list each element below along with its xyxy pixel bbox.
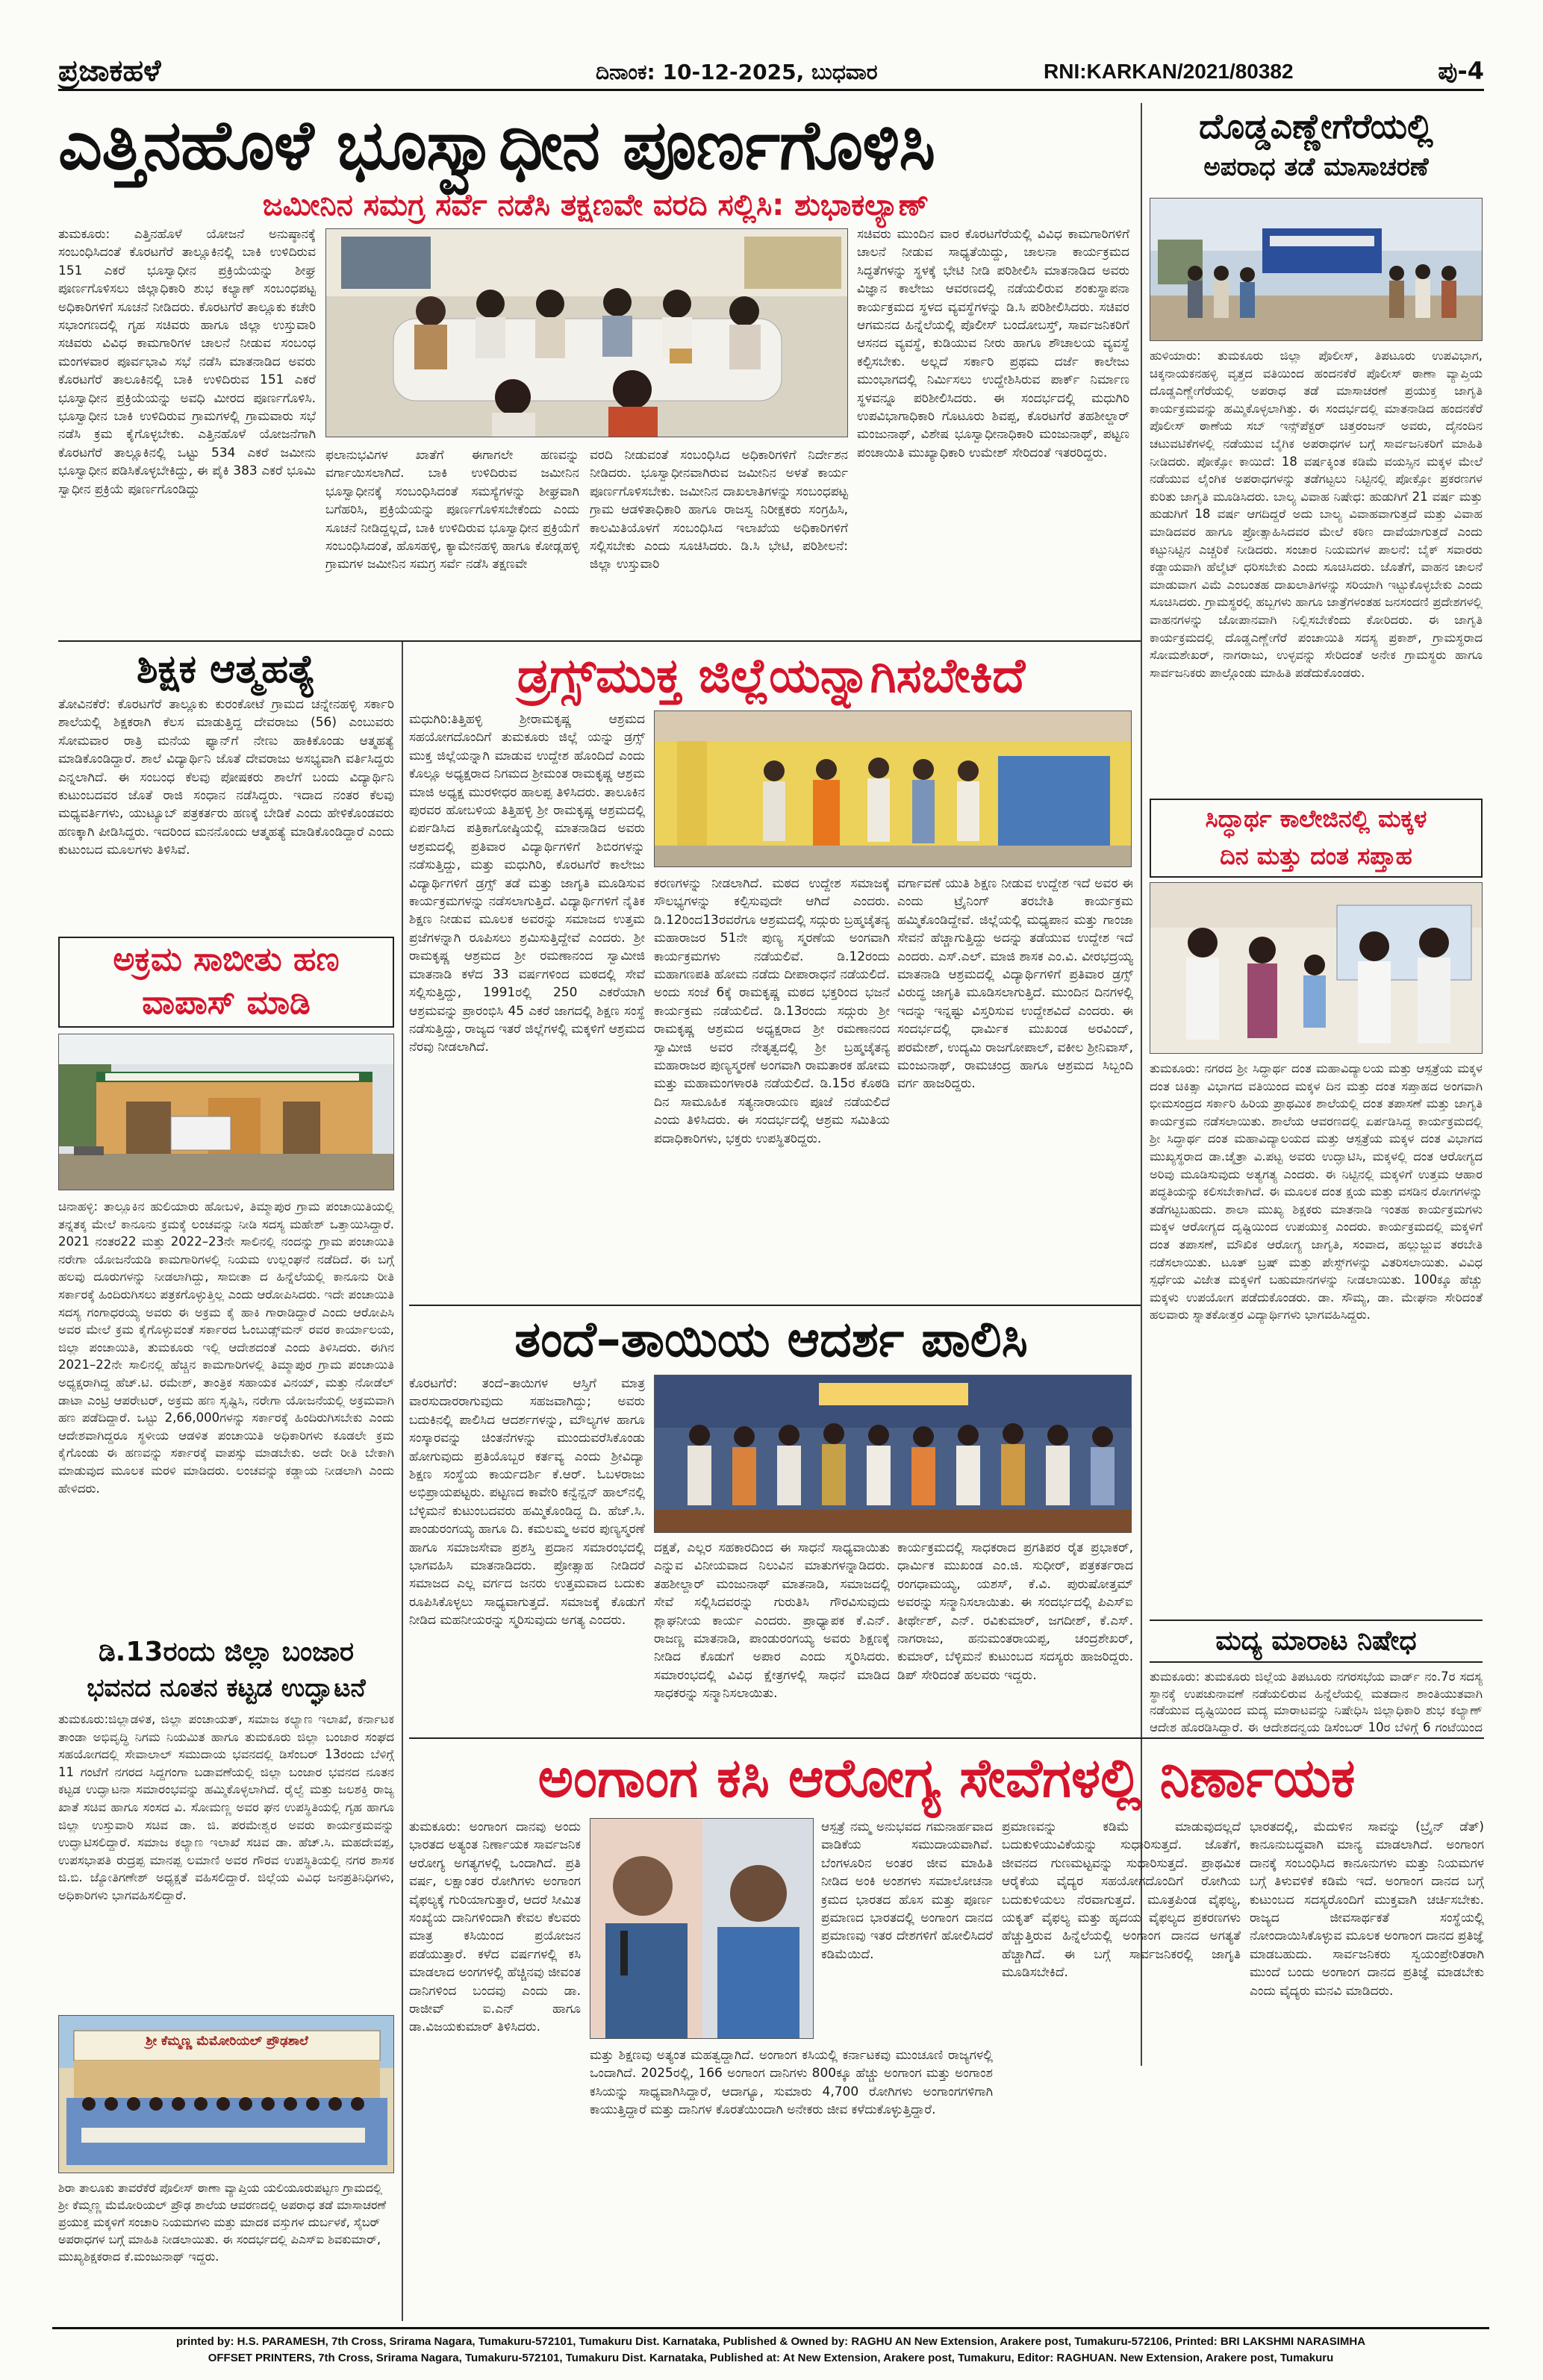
drug-col-2: ಕರಣಗಳನ್ನು ನೀಡಲಾಗಿದೆ. ಮಠದ ಉದ್ದೇಶ ಸಮಾಜಕ್ಕೆ ಸೌಲಭ್ಯಗಳನ್ನು ಕಲ್ಪಿಸುವುದೇ ಆಗಿದೆ ಎಂದರು. ಡಿ.12ರಿಂದ13ರವರೆಗೂ ಆಶ್ರಮದಲ್ಲಿ ಸದ್ಗುರು ಬ್ರಹ್ಮಚೈತನ್ಯ ಮಹಾರಾಜರ 51ನೇ ಪುಣ್ಯ ಸ್ಮರಣೆಯ ಅಂಗವಾಗಿ ಕಾರ್ಯಕ್ರಮಗಳು ನಡೆಯಲಿವೆ. ಡಿ.12ರಂದು ಮಹಾಗಣಪತಿ ಹೋಮ ನಡೆದು ದೀಪಾರಾಧನೆ ನಡೆಯಲಿದೆ. ಅಂದು ಸಂಜೆ 6ಕ್ಕೆ ರಾಮಕೃಷ್ಣ ಮಠದ ಭಕ್ತರಿಂದ ಭಜನೆ ಕಾರ್ಯಕ್ರಮ ನಡೆಯಲಿದೆ. ಡಿ.13ರಂದು ಸದ್ಗುರು ಶ್ರೀ ರಾಮಕೃಷ್ಣ ಆಶ್ರಮದ ಅಧ್ಯಕ್ಷರಾದ ಶ್ರೀ ರಮಣಾನಂದ ಸ್ವಾಮೀಜಿ ಅವರ ನೇತೃತ್ವದಲ್ಲಿ ಶ್ರೀ ಬ್ರಹ್ಮಚೈತನ್ಯ ಮಹಾರಾಜರ ಪುಣ್ಯಸ್ಮರಣೆ ಅಂಗವಾಗಿ ರಾಮತಾರಕ ಹೋಮ ಮತ್ತು ಮಹಾಮಂಗಳಾರತಿ ನಡೆಯಲಿದೆ. ಡಿ.15ರ ಕೊಠಡಿ ದಿನ ಸಾಮೂಹಿಕ ಸತ್ಯನಾರಾಯಣ ಪೂಜೆ ನಡೆಯಲಿದೆ ಎಂದು ತಿಳಿಸಿದರು. ಈ ಸಂದರ್ಭದಲ್ಲಿ ಆಶ್ರಮ ಸಮಿತಿಯ ಪದಾಧಿಕಾರಿಗಳು, ಭಕ್ತರು ಉಪಸ್ಥಿತರಿದ್ದರು. [654, 876, 890, 1146]
school-caption: ಶಿರಾ ತಾಲೂಕು ತಾವರೆಕೆರೆ ಪೊಲೀಸ್ ಠಾಣಾ ವ್ಯಾಪ್ತಿಯ ಯಲಿಯೂರುಪಟ್ಟಣ ಗ್ರಾಮದಲ್ಲಿ ಶ್ರೀ ಕೆಮ್ಮಣ್ಣ ಮೆಮೋರಿಯಲ್ ಪ್ರೌಢ ಶಾಲೆಯ ಆವರಣದಲ್ಲಿ ಅಪರಾಧ ತಡೆ ಮಾಸಾಚರಣೆ ಪ್ರಯುಕ್ತ ಮಕ್ಕಳಿಗೆ ಸಂಚಾರಿ ನಿಯಮಗಳು ಮತ್ತು ಮಾದಕ ವಸ್ತುಗಳ ದುರ್ಬಳಕೆ, ಸೈಬರ್ ಅಪರಾಧಗಳ ಬಗ್ಗೆ ಮಾಹಿತಿ ನೀಡಲಾಯಿತು. ಈ ಸಂದರ್ಭದಲ್ಲಿ ಪಿಎಸ್‌ಐ ಶಿವಕುಮಾರ್, ಮುಖ್ಯಶಿಕ್ಷಕರಾದ ಕೆ.ಮಂಜುನಾಥ್ ಇದ್ದರು. [58, 2181, 387, 2264]
parents-col-3: ಕಾರ್ಯಕ್ರಮದಲ್ಲಿ ಸಾಧಕರಾದ ಪ್ರಗತಿಪರ ರೈತ ಪ್ರಭಾಕರ್, ಧಾರ್ಮಿಕ ಮುಖಂಡ ಎಂ.ಜಿ. ಸುಧೀರ್, ಪತ್ರಕರ್ತರಾದ ರಂಗಧಾಮಯ್ಯ, ಯಶಸ್, ಕೆ.ವಿ. ಪುರುಷೋತ್ತಮ್ ಅವರನ್ನು ಸನ್ಮಾನಿಸಲಾಯಿತು. ಈ ಸಂದರ್ಭದಲ್ಲಿ ಪಿಎಸ್ಐ ತೀರ್ಥೇಶ್, ಎನ್. ರವಿಕುಮಾರ್, ಜಗದೀಶ್, ಕೆ.ಎಸ್. ನಾಗರಾಜು, ಹನುಮಂತರಾಯಪ್ಪ, ಚಂದ್ರಶೇಖರ್, ಕುಮಾರ್, ಬೆಳ್ಳಿಮನೆ ಕುಟುಂಬದ ಸದಸ್ಯರು ಹಾಜರಿದ್ದರು. ಡಿಪ್ ಸೇರಿದಂತೆ ಹಲವರು ಇದ್ದರು. [897, 1540, 1133, 1683]
organ-col-2: ಆಸ್ಪತ್ರೆ ನಮ್ಮ ಅನುಭವದ ಗಮನಾರ್ಹವಾದ ವಾಡಿಕೆಯ ಸಮುದಾಯವಾಗಿವೆ. ಬೆಂಗಳೂರಿನ ಅಂತರ ಜೀವ ಮಾಹಿತಿ ನೀಡಿದ ಅಂಕಿ ಅಂಶಗಳು ಸಮಾಲೋಚನಾ ಕ್ರಮದ ಭಾರತದ ಹೊಸ ಮತ್ತು ಪೂರ್ಣ ಪ್ರಮಾಣದ ಭಾರತದಲ್ಲಿ ಅಂಗಾಂಗ ದಾನದ ಪ್ರಮಾಣವು ಇತರ ದೇಶಗಳಿಗೆ ಹೋಲಿಸಿದರೆ ಕಡಿಮೆಯಿದೆ. [821, 1820, 993, 1962]
lead-col-3: ವರದಿ ನೀಡುವಂತೆ ಸಂಬಂಧಿಸಿದ ಅಧಿಕಾರಿಗಳಿಗೆ ನಿರ್ದೇಶನ ನೀಡಿದರು. ಭೂಸ್ವಾಧೀನವಾಗಿರುವ ಜಮೀನಿನ ಅಳತೆ ಕಾರ್ಯ ಪೂರ್ಣಗೊಳಿಸಬೇಕು. ಜಮೀನಿನ ದಾಖಲಾತಿಗಳನ್ನು ಸಂಬಂಧಪಟ್ಟ ಗ್ರಾಮ ಆಡಳಿತಾಧಿಕಾರಿ ಹಾಗೂ ರಾಜಸ್ವ ನಿರೀಕ್ಷಕರು ಸಂಗ್ರಹಿಸಿ, ಕಾಲಮಿತಿಯೊಳಗೆ ಸಂಬಂಧಿಸಿದ ಇಲಾಖೆಯ ಅಧಿಕಾರಿಗಳಿಗೆ ಸಲ್ಲಿಸಬೇಕು ಎಂದು ಸೂಚಿಸಿದರು. ಡಿ.ಸಿ ಭೇಟಿ, ಪರಿಶೀಲನೆ: ಜಿಲ್ಲಾ ಉಸ್ತುವಾರಿ [590, 448, 848, 572]
parents-headline: ತಂದೆ–ತಾಯಿಯ ಆದರ್ಶ ಪಾಲಿಸಿ [514, 1311, 1028, 1368]
teacher-headline: ಶಿಕ್ಷಕ ಆತ್ಮಹತ್ಯೆ [137, 647, 316, 692]
crime-headline-2: ಅಪರಾಧ ತಡೆ ಮಾಸಾಚರಣೆ [1203, 152, 1429, 182]
school-students-photo [58, 2015, 394, 2173]
crime-rally-photo [1150, 198, 1483, 341]
dental-headline-1: ಸಿದ್ಧಾರ್ಥ ಕಾಲೇಜಿನಲ್ಲಿ ಮಕ್ಕಳ [1205, 805, 1427, 833]
crime-headline-1: ದೊಡ್ಡಎಣ್ಣೇಗೆರೆಯಲ್ಲಿ [1199, 106, 1433, 146]
page-number: ಪು-4 [1438, 57, 1484, 85]
crime-body: ಹುಳಿಯಾರು: ತುಮಕೂರು ಜಿಲ್ಲಾ ಪೊಲೀಸ್, ತಿಪಟೂರು ಉಪವಿಭಾಗ, ಚಿಕ್ಕನಾಯಕನಹಳ್ಳಿ ವೃತ್ತದ ವತಿಯಿಂದ ಹಂದನಕೆರೆ ಪೊಲೀಸ್ ಠಾಣಾ ವ್ಯಾಪ್ತಿಯ ದೊಡ್ಡಎಣ್ಣೇಗೆರೆಯಲ್ಲಿ ಅಪರಾಧ ತಡೆ ಮಾಸಾಚರಣೆ ಪ್ರಯುಕ್ತ ಜಾಗೃತಿ ಕಾರ್ಯಕ್ರಮವನ್ನು ಹಮ್ಮಿಕೊಳ್ಳಲಾಗಿತ್ತು. ಈ ಸಂದರ್ಭದಲ್ಲಿ ಮಾತನಾಡಿದ ಹಂದನಕೆರೆ ಪೊಲೀಸ್ ಠಾಣೆಯ ಸಬ್ ಇನ್ಸ್‌ಪೆಕ್ಟರ್ ಚಿತ್ತರಂಜನ್ ಅವರು, ದೈನಂದಿನ ಚಟುವಟಿಕೆಗಳಲ್ಲಿ ನಡೆಯುವ ಬೈಗಿಕ ಅಪರಾಧಗಳ ಬಗ್ಗೆ ಸಾರ್ವಜನಿಕರಿಗೆ ಮಾಹಿತಿ ನೀಡಿದರು. ಪೋಕ್ಸೋ ಕಾಯಿದೆ: 18 ವರ್ಷಕ್ಕಿಂತ ಕಡಿಮೆ ವಯಸ್ಸಿನ ಮಕ್ಕಳ ಮೇಲೆ ನಡೆಯುವ ಲೈಂಗಿಕ ಅಪರಾಧಗಳನ್ನು ತಡೆಗಟ್ಟಲು ನಿಟ್ಟಿನಲ್ಲಿ ಪೋಕ್ಸೋ ಪ್ರಕರಣಗಳ ಕುರಿತು ಜಾಗೃತಿ ಮೂಡಿಸಿದರು. ಬಾಲ್ಯ ವಿವಾಹ ನಿಷೇಧ: ಹುಡುಗಿಗೆ 21 ವರ್ಷ ಮತ್ತು ಹುಡುಗಿಗೆ 18 ವರ್ಷ ಆಗದಿದ್ದರೆ ಅದು ಬಾಲ್ಯ ವಿವಾಹವಾಗುತ್ತದೆ ಮತ್ತು ವಿವಾಹ ಮಾಡಿದವರ ಹಾಗೂ ಪ್ರೋತ್ಸಾಹಿಸಿದವರ ಮೇಲೆ ಕಠಿಣ ದಾವೆಯಾಗುತ್ತದೆ ಎಂದು ಕಟ್ಟುನಿಟ್ಟಿನ ಎಚ್ಚರಿಕೆ ನೀಡಿದರು. ಸಂಚಾರ ನಿಯಮಗಳ ಪಾಲನೆ: ಬೈಕ್ ಸವಾರರು ಕಡ್ಡಾಯವಾಗಿ ಹೆಲ್ಮೆಟ್ ಧರಿಸಬೇಕು ಎಂದು ಸೂಚಿಸಿದರು. ಜೊತೆಗೆ, ವಾಹನ ಚಾಲನೆ ಮಾಡುವಾಗ ವಿಮೆ ಎಂಬಂತಹ ದಾಖಲಾತಿಗಳನ್ನು ಸರಿಯಾಗಿ ಇಟ್ಟುಕೊಳ್ಳಬೇಕು ಎಂದು ಸೂಚಿಸಿದರು. ಗ್ರಾಮಸ್ಥರಲ್ಲಿ ಹಬ್ಬಗಳು ಹಾಗೂ ಜಾತ್ರೆಗಳಂತಹ ಜನಸಂದಣಿ ಪ್ರದೇಶಗಳಲ್ಲಿ ವಾಹನಗಳನ್ನು ಜೋಪಾನವಾಗಿ ನಿಲ್ಲಿಸಬೇಕೆಂದು ಕೋರಿದರು. ಈ ಜಾಗೃತಿ ಕಾರ್ಯಕ್ರಮದಲ್ಲಿ ದೊಡ್ಡಎಣ್ಣೇಗೆರೆ ಪಂಚಾಯಿತಿ ಸದಸ್ಯ ಪ್ರಕಾಶ್, ಗ್ರಾಮಸ್ಥರಾದ ಸೋಮಶೇಖರ್, ನಾಗರಾಜು, ಉಳ್ಳವನ್ನು ಸೇರಿದಂತೆ ಅನೇಕ ಗ್ರಾಮಸ್ಥರು ಹಾಗೂ ಸಾರ್ವಜನಿಕರು ಪಾಲ್ಗೊಂಡು ಮಾಹಿತಿ ಪಡೆದುಕೊಂಡರು. [1150, 349, 1483, 680]
organ-col-5: ಭಾರತದಲ್ಲಿ, ಮೆದುಳಿನ ಸಾವನ್ನು (ಬ್ರೈನ್ ಡೆತ್) ಕಾನೂನುಬದ್ಧವಾಗಿ ಮಾನ್ಯ ಮಾಡಲಾಗಿದೆ. ಅಂಗಾಂಗ ದಾನಕ್ಕೆ ಸಂಬಂಧಿಸಿದ ಕಾನೂನುಗಳು ಮತ್ತು ನಿಯಮಗಳ ಬಗ್ಗೆ ತಿಳುವಳಿಕೆ ಕಡಿಮೆ ಇದೆ. ಅಂಗಾಂಗ ದಾನದ ಬಗ್ಗೆ ಕುಟುಂಬದ ಸದಸ್ಯರೊಂದಿಗೆ ಮುಕ್ತವಾಗಿ ಚರ್ಚಿಸಬೇಕು. ರಾಜ್ಯದ ಜೀವಸಾರ್ಥಕತೆ ಸಂಸ್ಥೆಯಲ್ಲಿ ನೋಂದಾಯಿಸಿಕೊಳ್ಳುವ ಮೂಲಕ ಅಂಗಾಂಗ ದಾನದ ಪ್ರತಿಜ್ಞೆ ಮಾಡಬಹುದು. ಸಾರ್ವಜನಿಕರು ಸ್ವಯಂಪ್ರೇರಿತರಾಗಿ ಮುಂದೆ ಬಂದು ಅಂಗಾಂಗ ದಾನದ ಪ್ರತಿಜ್ಞೆ ಮಾಡಬೇಕು ಎಂದು ವೈದ್ಯರು ಮನವಿ ಮಾಡಿದರು. [1250, 1820, 1484, 1999]
school-sign: ಶ್ರೀ ಕೆಮ್ಮಣ್ಣ ಮೆಮೋರಿಯಲ್ ಪ್ರೌಢಶಾಲೆ [146, 2034, 308, 2049]
illegal-headline-1: ಅಕ್ರಮ ಸಾಬೀತು ಹಣ [113, 940, 340, 978]
paper-name: ಪ್ರಜಾಕಹಳೆ [58, 54, 161, 88]
crime-box-head [1150, 104, 1483, 193]
parents-col-1: ಕೊರಟಗೆರೆ: ತಂದೆ–ತಾಯಿಗಳ ಆಸ್ತಿಗೆ ಮಾತ್ರ ವಾರಸುದಾರರಾಗುವುದು ಸಹಜವಾಗಿದ್ದು; ಅವರು ಬದುಕಿನಲ್ಲಿ ಪಾಲಿಸಿದ ಆದರ್ಶಗಳನ್ನು, ಮೌಲ್ಯಗಳ ಹಾಗೂ ಸಂಸ್ಕಾರವನ್ನು ಚಿಂತನೆಗಳನ್ನು ಮುಂದುವರೆಸಿಕೊಂಡು ಹೋಗುವುದು ಪ್ರತಿಯೊಬ್ಬರ ಕರ್ತವ್ಯ ಎಂದು ಶ್ರೀವಿದ್ಯಾ ಶಿಕ್ಷಣ ಸಂಸ್ಥೆಯ ಕಾರ್ಯದರ್ಶಿ ಕೆ.ಆರ್. ಓಬಳರಾಜು ಅಭಿಪ್ರಾಯಪಟ್ಟರು. ಪಟ್ಟಣದ ಕಾವೇರಿ ಕನ್ವೆನ್ಷನ್ ಹಾಲ್‌ನಲ್ಲಿ ಬೆಳ್ಳಿಮನೆ ಕುಟುಂಬದವರು ಹಮ್ಮಿಕೊಂಡಿದ್ದ ದಿ. ಹೆಚ್.ಸಿ. ಪಾಂಡುರಂಗಯ್ಯ ಹಾಗೂ ದಿ. ಕಮಲಮ್ಮ ಅವರ ಪುಣ್ಯಸ್ಮರಣೆ ಹಾಗೂ ಸಮಾಜಸೇವಾ ಪ್ರಶಸ್ತಿ ಪ್ರದಾನ ಸಮಾರಂಭದಲ್ಲಿ ಭಾಗವಹಿಸಿ ಮಾತನಾಡಿದರು. ಪ್ರೋತ್ಸಾಹ ನೀಡಿದರೆ ಸಮಾಜದ ಎಲ್ಲ ವರ್ಗದ ಜನರು ಉತ್ತಮವಾದ ಬದುಕು ರೂಪಿಸಿಕೊಳ್ಳಲು ಸಾಧ್ಯವಾಗುತ್ತದೆ. ಸಮಾಜಕ್ಕೆ ಕೊಡುಗೆ ನೀಡಿದ ಮಹನೀಯರನ್ನು ಸ್ಮರಿಸುವುದು ಅಗತ್ಯ ಎಂದರು. [409, 1376, 645, 1628]
dental-headline-2: ದಿನ ಮತ್ತು ದಂತ ಸಪ್ತಾಹ [1220, 842, 1412, 870]
panchayat-building-photo [58, 1034, 394, 1190]
ashram-photo [654, 710, 1132, 867]
drug-headline: ಡ್ರಗ್ಸ್‌ಮುಕ್ತ ಜಿಲ್ಲೆಯನ್ನಾಗಿಸಬೇಕಿದೆ [517, 649, 1026, 704]
imprint-line-1: printed by: H.S. PARAMESH, 7th Cross, Srirama Nagara, Tumakuru-572101, Tumakuru Dist. Karnataka, Published & Owned by: RAGHU AN New Extension, Arakere post, Tumakuru-572106, Printed: BRI LAKSHMI NARASIMHA [175, 2335, 1366, 2348]
meeting-photo [325, 228, 848, 437]
lead-headline: ಎತ್ತಿನಹೊಳೆ ಭೂಸ್ವಾಧೀನ ಪೂರ್ಣಗೊಳಿಸಿ [58, 105, 935, 185]
liquor-headline: ಮದ್ಯ ಮಾರಾಟ ನಿಷೇಧ [1215, 1625, 1417, 1656]
issue-date: ದಿನಾಂಕ: 10-12-2025, ಬುಧವಾರ [596, 60, 878, 84]
banjara-body: ತುಮಕೂರು:ಜಿಲ್ಲಾಡಳಿತ, ಜಿಲ್ಲಾ ಪಂಚಾಯತ್, ಸಮಾಜ ಕಲ್ಯಾಣ ಇಲಾಖೆ, ಕರ್ನಾಟಕ ತಾಂಡಾ ಅಭಿವೃದ್ಧಿ ನಿಗಮ ನಿಯಮಿತ ಹಾಗೂ ತುಮಕೂರು ಜಿಲ್ಲಾ ಬಂಜಾರ ಸಂಘದ ಸಹಯೋಗದಲ್ಲಿ ಸೇವಾಲಾಲ್ ಸಮುದಾಯ ಭವನದಲ್ಲಿ ಡಿಸೆಂಬರ್ 13ರಂದು ಬೆಳಿಗ್ಗೆ 11 ಗಂಟೆಗೆ ನಗರದ ಸಿದ್ದಗಂಗಾ ಬಡಾವಣೆಯಲ್ಲಿ ಜಿಲ್ಲಾ ಬಂಜಾರ ಭವನದ ನೂತನ ಕಟ್ಟಡ ಉದ್ಘಾಟನಾ ಸಮಾರಂಭವನ್ನು ಹಮ್ಮಿಕೊಳ್ಳಲಾಗಿದೆ. ರೈಲ್ವೆ ಮತ್ತು ಜಲಶಕ್ತಿ ರಾಜ್ಯ ಖಾತೆ ಸಚಿವ ಹಾಗೂ ಸಂಸದ ವಿ. ಸೋಮಣ್ಣ ಅವರ ಘನ ಉಪಸ್ಥಿತಿಯಲ್ಲಿ ಗೃಹ ಹಾಗೂ ಜಿಲ್ಲಾ ಉಸ್ತುವಾರಿ ಸಚಿವ ಡಾ. ಜಿ. ಪರಮೇಶ್ವರ ಅವರು ಕಾರ್ಯಕ್ರಮವನ್ನು ಉದ್ಘಾಟಿಸಲಿದ್ದಾರೆ. ಸಮಾಜ ಕಲ್ಯಾಣ ಇಲಾಖೆ ಸಚಿವ ಡಾ. ಹೆಚ್.ಸಿ. ಮಹದೇವಪ್ಪ, ಉಪಸಭಾಪತಿ ರುದ್ರಪ್ಪ ಮಾನಪ್ಪ ಲಮಾಣಿ ಅವರ ಗೌರವ ಉಪಸ್ಥಿತಿಯಲ್ಲಿ ನಗರ ಶಾಸಕ ಜಿ.ಬಿ. ಜ್ಯೋತಿಗಣೇಶ್ ಅಧ್ಯಕ್ಷತೆ ವಹಿಸಲಿದ್ದಾರೆ. ಜಿಲ್ಲೆಯ ವಿವಿಧ ಜನಪ್ರತಿನಿಧಿಗಳು, ಅಧಿಕಾರಿಗಳು ಭಾಗವಹಿಸಲಿದ್ದಾರೆ. [58, 1712, 394, 1902]
illegal-box-head [58, 937, 394, 1028]
teacher-body: ತೋವಿನಕೆರೆ: ಕೊರಟಗೆರೆ ತಾಲ್ಲೂಕು ಕುರಂಕೋಟೆ ಗ್ರಾಮದ ಚನ್ನೇನಹಳ್ಳಿ ಸರ್ಕಾರಿ ಶಾಲೆಯಲ್ಲಿ ಶಿಕ್ಷಕರಾಗಿ ಕೆಲಸ ಮಾಡುತ್ತಿದ್ದ ದೇವರಾಜು (56) ಎಂಬುವರು ಸೋಮವಾರ ರಾತ್ರಿ ಮನೆಯ ಫ್ಯಾನ್‌ಗೆ ನೇಣು ಹಾಕಿಕೊಂಡು ಆತ್ಮಹತ್ಯೆ ಮಾಡಿಕೊಂಡಿದ್ದಾರೆ. ಶಾಲೆ ವಿದ್ಯಾರ್ಥಿನಿ ಜೊತೆ ದೇವರಾಜು ಅಸಭ್ಯವಾಗಿ ವರ್ತಿಸಿದ್ದರು ಎನ್ನಲಾಗಿದೆ. ಈ ಸಂಬಂಧ ಕೆಲವು ಪೋಷಕರು ಶಾಲೆಗೆ ಬಂದು ವಿದ್ಯಾರ್ಥಿನಿ ಕುಟುಂಬದವರ ಜೊತೆ ರಾಜಿ ಸಂಧಾನ ನಡೆಸಿದ್ದರು. ಇದಾದ ನಂತರ ಕೆಲವು ಮಧ್ಯವರ್ತಿಗಳು, ಯುಟ್ಯೂಬ್ ಪತ್ರಕರ್ತರು ಹಣಕ್ಕೆ ಬೇಡಿಕೆ ಎಂದು ಹೇಳಿಕೊಂಡವರು ಹಣಕ್ಕಾಗಿ ಪೀಡಿಸಿದ್ದರು. ಇದರಿಂದ ಮನನೊಂದು ಆತ್ಮಹತ್ಯೆ ಮಾಡಿಕೊಂಡಿದ್ದಾರೆ ಎಂದು ಕುಟುಂಬದ ಮೂಲಗಳು ತಿಳಿಸಿವೆ. [58, 697, 394, 858]
doctors-photo [590, 1818, 814, 2039]
felicitation-photo [654, 1375, 1132, 1533]
dental-body: ತುಮಕೂರು: ನಗರದ ಶ್ರೀ ಸಿದ್ಧಾರ್ಥ ದಂತ ಮಹಾವಿದ್ಯಾಲಯ ಮತ್ತು ಆಸ್ಪತ್ರೆಯ ಮಕ್ಕಳ ದಂತ ಚಿಕಿತ್ಸಾ ವಿಭಾಗದ ವತಿಯಿಂದ ಮಕ್ಕಳ ದಿನ ಮತ್ತು ದಂತ ಸಪ್ತಾಹದ ಅಂಗವಾಗಿ ಭೀಮಸಂದ್ರದ ಸರ್ಕಾರಿ ಹಿರಿಯ ಪ್ರಾಥಮಿಕ ಶಾಲೆಯಲ್ಲಿ ದಂತ ತಪಾಸಣೆ ಮತ್ತು ಜಾಗೃತಿ ಕಾರ್ಯಕ್ರಮ ನಡೆಸಲಾಯಿತು. ಶಾಲೆಯ ಆವರಣದಲ್ಲಿ ಏರ್ಪಡಿಸಿದ್ದ ಕಾರ್ಯಕ್ರಮದಲ್ಲಿ ಶ್ರೀ ಸಿದ್ಧಾರ್ಥ ದಂತ ಮಹಾವಿದ್ಯಾಲಯದ ಮತ್ತು ಆಸ್ಪತ್ರೆಯ ಮಕ್ಕಳ ದಂತ ವಿಭಾಗದ ಮುಖ್ಯಸ್ಥರಾದ ಡಾ.ಚೈತ್ರಾ ವಿ.ಪಟ್ಟ ಅವರು ಉದ್ಘಾಟಿಸಿ, ಮಕ್ಕಳಲ್ಲಿ ದಂತ ಆರೋಗ್ಯದ ಅರಿವು ಮೂಡಿಸುವುದು ಅತ್ಯಗತ್ಯ ಎಂದರು. ಈ ನಿಟ್ಟಿನಲ್ಲಿ ಮಕ್ಕಳಿಗೆ ಉತ್ತಮ ಆಹಾರ ಪದ್ಧತಿಯನ್ನು ಕಲಿಸಬೇಕಾಗಿದೆ. ಈ ಮೂಲಕ ದಂತ ಕ್ಷಯ ಮತ್ತು ವಸಡಿನ ರೋಗಗಳನ್ನು ತಡೆಗಟ್ಟಬಹುದು. ಶಾಲಾ ಮುಖ್ಯ ಶಿಕ್ಷಕರು ಮಾತನಾಡಿ ಇಂತಹ ಕಾರ್ಯಕ್ರಮಗಳು ಮಕ್ಕಳ ಆರೋಗ್ಯದ ದೃಷ್ಟಿಯಿಂದ ಉಪಯುಕ್ತ ಎಂದರು. ಕಾರ್ಯಕ್ರಮದಲ್ಲಿ ಮಕ್ಕಳಿಗೆ ದಂತ ತಪಾಸಣೆ, ಮೌಖಿಕ ಆರೋಗ್ಯ ಜಾಗೃತಿ, ಸಂವಾದ, ಹಲ್ಲುಜ್ಜುವ ತರಬೇತಿ ನಡೆಸಲಾಯಿತು. ಟೂತ್ ಬ್ರಷ್ ಮತ್ತು ಪೇಸ್ಟ್‌ಗಳನ್ನು ವಿತರಿಸಲಾಯಿತು. ವಿವಿಧ ಸ್ಪರ್ಧೆಯ ವಿಜೇತ ಮಕ್ಕಳಿಗೆ ಬಹುಮಾನಗಳನ್ನು ನೀಡಲಾಯಿತು. 100ಕ್ಕೂ ಹೆಚ್ಚು ಮಕ್ಕಳು ಉಪಯೋಗ ಪಡೆದುಕೊಂಡರು. ಡಾ. ಸೌಮ್ಯ, ಡಾ. ಮೇಘನಾ ಸೇರಿದಂತೆ ಹಲವಾರು ಸ್ನಾತಕೋತ್ತರ ವಿದ್ಯಾರ್ಥಿಗಳು ಭಾಗವಹಿಸಿದ್ದರು. [1150, 1061, 1483, 1322]
lead-col-1: ತುಮಕೂರು: ಎತ್ತಿನಹೊಳೆ ಯೋಜನೆ ಅನುಷ್ಠಾನಕ್ಕೆ ಸಂಬಂಧಿಸಿದಂತೆ ಕೊರಟಗೆರೆ ತಾಲ್ಲೂಕಿನಲ್ಲಿ ಬಾಕಿ ಉಳಿದಿರುವ 151 ಎಕರೆ ಭೂಸ್ವಾಧೀನ ಪ್ರಕ್ರಿಯೆಯನ್ನು ಶೀಘ್ರ ಪೂರ್ಣಗೊಳಿಸಲು ಜಿಲ್ಲಾಧಿಕಾರಿ ಶುಭ ಕಲ್ಯಾಣ್ ಸಂಬಂಧಪಟ್ಟ ಅಧಿಕಾರಿಗಳಿಗೆ ಸೂಚನೆ ನೀಡಿದರು. ಕೊರಟಗೆರೆ ತಾಲ್ಲೂಕು ಕಚೇರಿ ಸಭಾಂಗಣದಲ್ಲಿ ಗೃಹ ಸಚಿವರು ಹಾಗೂ ಜಿಲ್ಲಾ ಉಸ್ತುವಾರಿ ಸಚಿವರು ವಿವಿಧ ಕಾಮಗಾರಿಗಳ ಚಾಲನೆ ನೀಡುವ ಸಂಬಂಧ ಮಂಗಳವಾರ ಪೂರ್ವಭಾವಿ ಸಭೆ ನಡೆಸಿ ಮಾತನಾಡಿದ ಅವರು ಕೊರಟಗೆರೆ ತಾಲೂಕಿನಲ್ಲಿ ಬಾಕಿ ಉಳಿದಿರುವ 151 ಎಕರೆ ಭೂಸ್ವಾಧೀನ ಪ್ರಕ್ರಿಯೆಯನ್ನು ಅವಧಿ ಮೀರದ ಪೂರ್ಣಗೊಳಿಸಿ. ಭೂಸ್ವಾಧೀನ ಬಾಕಿ ಉಳಿದಿರುವ ಗ್ರಾಮಗಳಲ್ಲಿ ಗ್ರಾಮವಾರು ಸಭೆ ನಡೆಸಿ ಕ್ರಮ ಕೈಗೊಳ್ಳಬೇಕು. ಎತ್ತಿನಹೊಳೆ ಯೋಜನೆಗಾಗಿ ಕೊರಟಗೆರೆ ತಾಲ್ಲೂಕಿನಲ್ಲಿ ಒಟ್ಟು 534 ಎಕರೆ ಜಮೀನು ಭೂಸ್ವಾಧೀನ ಪಡಿಸಿಕೊಳ್ಳಬೇಕಿದ್ದು, ಈ ಪೈಕಿ 383 ಎಕರೆ ಭೂಮಿ ಸ್ವಾಧೀನ ಪ್ರಕ್ರಿಯೆ ಪೂರ್ಣಗೊಂಡಿದ್ದು [58, 227, 316, 497]
rni-number: RNI:KARKAN/2021/80382 [1044, 60, 1294, 83]
liquor-body: ತುಮಕೂರು: ತುಮಕೂರು ಜಿಲ್ಲೆಯ ತಿಪಟೂರು ನಗರಸಭೆಯ ವಾರ್ಡ್ ನಂ.7ರ ಸದಸ್ಯ ಸ್ಥಾನಕ್ಕೆ ಉಪಚುನಾವಣೆ ನಡೆಯಲಿರುವ ಹಿನ್ನೆಲೆಯಲ್ಲಿ ಮತದಾನ ಶಾಂತಿಯುತವಾಗಿ ನಡೆಯುವ ದೃಷ್ಟಿಯಿಂದ ಮದ್ಯ ಮಾರಾಟವನ್ನು ನಿಷೇಧಿಸಿ ಜಿಲ್ಲಾಧಿಕಾರಿ ಶುಭ ಕಲ್ಯಾಣ್ ಆದೇಶ ಹೊರಡಿಸಿದ್ದಾರೆ. ಈ ಆದೇಶದನ್ವಯ ಡಿಸೆಂಬರ್ 10ರ ಬೆಳಿಗ್ಗೆ 6 ಗಂಟೆಯಿಂದ [1150, 1670, 1483, 1734]
drug-col-3: ವರ್ಗಾವಣೆ ಯುತಿ ಶಿಕ್ಷಣ ನೀಡುವ ಉದ್ದೇಶ ಇದೆ ಅವರ ಈ ಎಂದು ಟ್ರೈನಿಂಗ್ ತರಬೇತಿ ಕಾರ್ಯಕ್ರಮ ಹಮ್ಮಿಕೊಂಡಿದ್ದೇವೆ. ಜಿಲ್ಲೆಯಲ್ಲಿ ಮಧ್ಯಪಾನ ಮತ್ತು ಗಾಂಜಾ ಸೇವನೆ ಹೆಚ್ಚಾಗುತ್ತಿದ್ದು ಅದನ್ನು ತಡೆಯುವ ಉದ್ದೇಶ ಇದೆ ಎಂದರು. ಎಸ್.ಎಲ್. ಮಾಜಿ ಶಾಸಕ ಎಂ.ವಿ. ವೀರಭದ್ರಯ್ಯ ಮಾತನಾಡಿ ಆಶ್ರಮದಲ್ಲಿ ವಿದ್ಯಾರ್ಥಿಗಳಿಗೆ ಪ್ರತಿವಾರ ಡ್ರಗ್ಸ್ ವಿರುದ್ಧ ಜಾಗೃತಿ ಮೂಡಿಸಲಾಗುತ್ತಿದೆ. ಮುಂದಿನ ದಿನಗಳಲ್ಲಿ ಇದನ್ನು ಇನ್ನಷ್ಟು ವಿಸ್ತರಿಸುವ ಉದ್ದೇಶವಿದೆ ಎಂದರು. ಈ ಸಂದರ್ಭದಲ್ಲಿ ಧಾರ್ಮಿಕ ಮುಖಂಡ ಅರವಿಂದ್, ಪರಮೇಶ್, ಉದ್ಯಮಿ ರಾಜಗೋಪಾಲ್, ವಕೀಲ ಶ್ರೀನಿವಾಸ್, ಮಂಜುನಾಥ್, ರಾಮಚಂದ್ರ ಹಾಗೂ ಆಶ್ರಮದ ಸಿಬ್ಬಂದಿ ವರ್ಗ ಹಾಜರಿದ್ದರು. [897, 876, 1133, 1092]
organ-col-1: ತುಮಕೂರು: ಅಂಗಾಂಗ ದಾನವು ಅಂದು ಭಾರತದ ಅತ್ಯಂತ ನಿರ್ಣಾಯಕ ಸಾರ್ವಜನಿಕ ಆರೋಗ್ಯ ಅಗತ್ಯಗಳಲ್ಲಿ ಒಂದಾಗಿದೆ. ಪ್ರತಿ ವರ್ಷ, ಲಕ್ಷಾಂತರ ರೋಗಿಗಳು ಅಂಗಾಂಗ ವೈಫಲ್ಯಕ್ಕೆ ಗುರಿಯಾಗುತ್ತಾರೆ, ಆದರೆ ಸೀಮಿತ ಸಂಖ್ಯೆಯ ದಾನಿಗಳಿಂದಾಗಿ ಕೇವಲ ಕೆಲವರು ಮಾತ್ರ ಕಸಿಯಿಂದ ಪ್ರಯೋಜನ ಪಡೆಯುತ್ತಾರೆ. ಕಳೆದ ವರ್ಷಗಳಲ್ಲಿ ಕಸಿ ಮಾಡಲಾದ ಅಂಗಗಳಲ್ಲಿ ಹೆಚ್ಚಿನವು ಜೀವಂತ ದಾನಿಗಳಿಂದ ಬಂದವು ಎಂದು ಡಾ. ರಾಜೀವ್ ಐ.ಎನ್ ಹಾಗೂ ಡಾ.ವಿಜಯಕುಮಾರ್ ತಿಳಿಸಿದರು. [409, 1820, 581, 2035]
imprint-line-2: OFFSET PRINTERS, 7th Cross, Srirama Nagara, Tumakuru-572101, Tumakuru Dist. Karnataka, Published at: At New Extension, Arakere post, Tumakuru, Editor: RAGHUAN. New Extension, Arakere post, Tumakuru [208, 2352, 1334, 2364]
illegal-headline-2: ವಾಪಾಸ್ ಮಾಡಿ [142, 984, 311, 1022]
banjara-headline-2: ಭವನದ ನೂತನ ಕಟ್ಟಡ ಉದ್ಘಾಟನೆ [87, 1673, 366, 1703]
lead-subhead: ಜಮೀನಿನ ಸಮಗ್ರ ಸರ್ವೆ ನಡೆಸಿ ತಕ್ಷಣವೇ ವರದಿ ಸಲ್ಲಿಸಿ: ಶುಭಾಕಲ್ಯಾಣ್ [262, 188, 929, 222]
dental-box-head [1150, 799, 1483, 878]
organ-headline: ಅಂಗಾಂಗ ಕಸಿ ಆರೋಗ್ಯ ಸೇವೆಗಳಲ್ಲಿ ನಿರ್ಣಾಯಕ [537, 1746, 1356, 1809]
lead-col-4: ಸಚಿವರು ಮುಂದಿನ ವಾರ ಕೊರಟಗೆರೆಯಲ್ಲಿ ವಿವಿಧ ಕಾಮಗಾರಿಗಳಿಗೆ ಚಾಲನೆ ನೀಡುವ ಸಾಧ್ಯತೆಯಿದ್ದು, ಚಾಲನಾ ಕಾರ್ಯಕ್ರಮದ ಸಿದ್ಧತೆಗಳನ್ನು ಸ್ಥಳಕ್ಕೆ ಭೇಟಿ ನೀಡಿ ಪರಿಶೀಲಿಸಿ ಮಾತನಾಡಿದ ಅವರು ವಿಜ್ಞಾನ ಕಾಲೇಜು ಆವರಣದಲ್ಲಿ ನಡೆಯಲಿರುವ ಶಂಕುಸ್ಥಾಪನಾ ಕಾರ್ಯಕ್ರಮದ ಸ್ಥಳದ ವ್ಯವಸ್ಥೆಗಳನ್ನು ಡಿ.ಸಿ ಪರಿಶೀಲಿಸಿದರು. ಸಚಿವರ ಆಗಮನದ ಹಿನ್ನೆಲೆಯಲ್ಲಿ ಪೊಲೀಸ್ ಬಂದೋಬಸ್ತ್, ಸಾರ್ವಜನಿಕರಿಗೆ ಆಸನದ ವ್ಯವಸ್ಥೆ, ಕುಡಿಯುವ ನೀರು ಹಾಗೂ ಶೌಚಾಲಯ ವ್ಯವಸ್ಥೆ ಕಲ್ಪಿಸಬೇಕು. ಅಲ್ಲದೆ ಸರ್ಕಾರಿ ಪ್ರಥಮ ದರ್ಜೆ ಕಾಲೇಜು ಮುಂಭಾಗದಲ್ಲಿ ನಿರ್ಮಿಸಲು ಉದ್ದೇಶಿಸಿರುವ ಪಾರ್ಕ್ ನಿರ್ಮಾಣ ಸ್ಥಳವನ್ನೂ ಪರಿಶೀಲಿಸಿದರು. ಈ ಸಂದರ್ಭದಲ್ಲಿ ಮಧುಗಿರಿ ಉಪವಿಭಾಗಾಧಿಕಾರಿ ಗೊಟೂರು ಶಿವಪ್ಪ, ಕೊರಟಗೆರೆ ತಹಶೀಲ್ದಾರ್ ಮಂಜುನಾಥ್, ವಿಶೇಷ ಭೂಸ್ವಾಧೀನಾಧಿಕಾರಿ ಮಂಜುನಾಥ್, ಪಟ್ಟಣ ಪಂಚಾಯಿತಿ ಮುಖ್ಯಾಧಿಕಾರಿ ಉಮೇಶ್ ಸೇರಿದಂತೆ ಇತರರಿದ್ದರು. [857, 227, 1129, 460]
drug-col-1: ಮಧುಗಿರಿ:ತಿತ್ತಿಹಳ್ಳಿ ಶ್ರೀರಾಮಕೃಷ್ಣ ಆಶ್ರಮದ ಸಹಯೋಗದೊಂದಿಗೆ ತುಮಕೂರು ಜಿಲ್ಲೆ ಯನ್ನು ಡ್ರಗ್ಸ್ ಮುಕ್ತ ಜಿಲ್ಲೆಯನ್ನಾಗಿ ಮಾಡುವ ಉದ್ದೇಶ ಹೊಂದಿದೆ ಎಂದು ಕೊಲ್ಲೂ ಅಧ್ಯಕ್ಷರಾದ ನಿಗಮದ ಶ್ರೀಮಂತ ರಾಮಕೃಷ್ಣ ಆಶ್ರಮ ಮಾಜಿ ಅಧ್ಯಕ್ಷ ಮುರಳೀಧರ ಹಾಲಪ್ಪ ತಿಳಿಸಿದರು. ತಾಲೂಕಿನ ಪುರವರ ಹೋಬಳಿಯ ತಿತ್ತಿಹಳ್ಳಿ ಶ್ರೀ ರಾಮಕೃಷ್ಣ ಆಶ್ರಮದಲ್ಲಿ ಏರ್ಪಡಿಸಿದ ಪತ್ರಿಕಾಗೋಷ್ಠಿಯಲ್ಲಿ ಮಾತನಾಡಿದ ಅವರು ಆಶ್ರಮದಲ್ಲಿ ಪ್ರತಿವಾರ ವಿದ್ಯಾರ್ಥಿಗಳಿಗೆ ಶಿಬಿರಗಳನ್ನು ನಡೆಸುತ್ತಿದ್ದು, ಮತ್ತು ಮಧುಗಿರಿ, ಕೊರಟಗೆರೆ ಕಾಲೇಜು ವಿದ್ಯಾರ್ಥಿಗಳಿಗೆ ಡ್ರಗ್ಸ್ ತಡೆ ಮತ್ತು ಜಾಗೃತಿ ಮೂಡಿಸುವ ಕಾರ್ಯಕ್ರಮಗಳನ್ನು ನಡೆಸಲಾಗುತ್ತಿದೆ. ವಿದ್ಯಾರ್ಥಿಗಳಿಗೆ ನೈತಿಕ ಶಿಕ್ಷಣ ನೀಡುವ ಮೂಲಕ ಅವರನ್ನು ಸಮಾಜದ ಉತ್ತಮ ಪ್ರಜೆಗಳನ್ನಾಗಿ ರೂಪಿಸಲು ಶ್ರಮಿಸುತ್ತಿದ್ದೇವೆ ಎಂದರು. ಶ್ರೀ ರಾಮಕೃಷ್ಣ ಆಶ್ರಮದ ಶ್ರೀ ರಮಣಾನಂದ ಸ್ವಾಮೀಜಿ ಮಾತನಾಡಿ ಕಳೆದ 33 ವರ್ಷಗಳಿಂದ ಮಠದಲ್ಲಿ ಸೇವೆ ಸಲ್ಲಿಸುತ್ತಿದ್ದು, 1991ರಲ್ಲಿ 250 ಎಕರೆಯಾಗಿ ಆಶ್ರಮವನ್ನು ಪ್ರಾರಂಭಿಸಿ 45 ಎಕರೆ ಜಾಗದಲ್ಲಿ ಶಿಕ್ಷಣ ಸಂಸ್ಥೆ ನಡೆಸುತ್ತಿದ್ದು, ರಾಜ್ಯದ ಇತರೆ ಜಿಲ್ಲೆಗಳಲ್ಲಿ ಮಕ್ಕಳಿಗೆ ಆಶ್ರಮದ ನೆರವು ನೀಡಲಾಗಿದೆ. [409, 712, 645, 1055]
liquor-box-head [1150, 1620, 1483, 1663]
masthead [58, 52, 1484, 91]
banjara-headline-1: ಡಿ.13ರಂದು ಜಿಲ್ಲಾ ಬಂಜಾರ [99, 1637, 354, 1667]
organ-col-4: ಪ್ರಮಾಣವನ್ನು ಕಡಿಮೆ ಮಾಡುವುದಲ್ಲದೆ ಬದುಕುಳಿಯುವಿಕೆಯನ್ನು ಸುಧಾರಿಸುತ್ತದೆ. ಜೊತೆಗೆ, ಜೀವನದ ಗುಣಮಟ್ಟವನ್ನು ಸುಧಾರಿಸುತ್ತದೆ. ಪ್ರಾಥಮಿಕ ಆರೈಕೆಯ ವೈದ್ಯರ ಸಹಯೋಗದೊಂದಿಗೆ ರೋಗಿಯ ಬದುಕುಳಿಯಲು ನೆರವಾಗುತ್ತದೆ. ಮೂತ್ರಪಿಂಡ ವೈಫಲ್ಯ, ಯಕೃತ್ ವೈಫಲ್ಯ ಮತ್ತು ಹೃದಯ ವೈಫಲ್ಯದ ಪ್ರಕರಣಗಳು ಹೆಚ್ಚುತ್ತಿರುವ ಹಿನ್ನೆಲೆಯಲ್ಲಿ ಅಂಗಾಂಗ ದಾನದ ಅಗತ್ಯತೆ ಹೆಚ್ಚಾಗಿದೆ. ಈ ಬಗ್ಗೆ ಸಾರ್ವಜನಿಕರಲ್ಲಿ ಜಾಗೃತಿ ಮೂಡಿಸಬೇಕಿದೆ. [1002, 1820, 1241, 1981]
dental-camp-photo [1150, 882, 1483, 1054]
imprint-footer [52, 2327, 1489, 2370]
organ-col-3: ಮತ್ತು ಶಿಕ್ಷಣವು ಅತ್ಯಂತ ಮಹತ್ವದ್ದಾಗಿದೆ. ಅಂಗಾಂಗ ಕಸಿಯಲ್ಲಿ ಕರ್ನಾಟಕವು ಮುಂಚೂಣಿ ರಾಜ್ಯಗಳಲ್ಲಿ ಒಂದಾಗಿದೆ. 2025ರಲ್ಲಿ, 166 ಅಂಗಾಂಗ ದಾನಿಗಳು 800ಕ್ಕೂ ಹೆಚ್ಚು ಅಂಗಾಂಗ ಮತ್ತು ಅಂಗಾಂಶ ಕಸಿಯನ್ನು ಸಾಧ್ಯವಾಗಿಸಿದ್ದಾರೆ, ಆದಾಗ್ಯೂ, ಸುಮಾರು 4,700 ರೋಗಿಗಳು ಅಂಗಾಂಗಗಳಿಗಾಗಿ ಕಾಯುತ್ತಿದ್ದಾರೆ ಮತ್ತು ದಾನಿಗಳ ಕೊರತೆಯಿಂದಾಗಿ ಅನೇಕರು ಜೀವ ಕಳೆದುಕೊಳ್ಳುತ್ತಿದ್ದಾರೆ. [590, 2048, 993, 2118]
lead-col-2: ಫಲಾನುಭವಿಗಳ ಖಾತೆಗೆ ಈಗಾಗಲೇ ಹಣವನ್ನು ವರ್ಗಾಯಿಸಲಾಗಿದೆ. ಬಾಕಿ ಉಳಿದಿರುವ ಜಮೀನಿನ ಭೂಸ್ವಾಧೀನಕ್ಕೆ ಸಂಬಂಧಿಸಿದಂತೆ ಸಮಸ್ಯೆಗಳನ್ನು ಶೀಘ್ರವಾಗಿ ಬಗೆಹರಿಸಿ, ಪ್ರಕ್ರಿಯೆಯನ್ನು ಪೂರ್ಣಗೊಳಿಸಬೇಕೆಂದು ಎಂದು ಸೂಚನೆ ನೀಡಿದ್ದಲ್ಲದೆ, ಬಾಕಿ ಉಳಿದಿರುವ ಭೂಸ್ವಾಧೀನ ಪ್ರಕ್ರಿಯೆಗೆ ಸಂಬಂಧಿಸಿದಂತೆ, ಹೊಸಹಳ್ಳಿ, ಕ್ಯಾಮೇನಹಳ್ಳಿ ಹಾಗೂ ಕೋಡ್ಲಹಳ್ಳಿ ಗ್ರಾಮಗಳ ಜಮೀನಿನ ಸಮಗ್ರ ಸರ್ವೆ ನಡೆಸಿ ತಕ್ಷಣವೇ [325, 448, 579, 572]
parents-col-2: ದಕ್ಷತೆ, ಎಲ್ಲರ ಸಹಕಾರದಿಂದ ಈ ಸಾಧನೆ ಸಾಧ್ಯವಾಯಿತು ಎನ್ನುವ ವಿನೀಯವಾದ ನಿಲುವಿನ ಮಾತುಗಳನ್ನಾಡಿದರು. ತಹಶೀಲ್ದಾರ್ ಮಂಜುನಾಥ್ ಮಾತನಾಡಿ, ಸಮಾಜದಲ್ಲಿ ಸೇವೆ ಸಲ್ಲಿಸಿದವರನ್ನು ಗುರುತಿಸಿ ಗೌರವಿಸುವುದು ಶ್ಲಾಘನೀಯ ಕಾರ್ಯ ಎಂದರು. ಪ್ರಾಧ್ಯಾಪಕ ಕೆ.ಎನ್. ರಾಜಣ್ಣ ಮಾತನಾಡಿ, ಪಾಂಡುರಂಗಯ್ಯ ಅವರು ಶಿಕ್ಷಣಕ್ಕೆ ನೀಡಿದ ಕೊಡುಗೆ ಅಪಾರ ಎಂದು ಸ್ಮರಿಸಿದರು. ಸಮಾರಂಭದಲ್ಲಿ ವಿವಿಧ ಕ್ಷೇತ್ರಗಳಲ್ಲಿ ಸಾಧನೆ ಮಾಡಿದ ಸಾಧಕರನ್ನು ಸನ್ಮಾನಿಸಲಾಯಿತು. [654, 1540, 890, 1702]
illegal-body: ಚಿನಾಹಳ್ಳಿ: ತಾಲ್ಲೂಕಿನ ಹುಲಿಯಾರು ಹೋಬಳಿ, ತಿಮ್ಮಾಪುರ ಗ್ರಾಮ ಪಂಚಾಯಿತಿಯಲ್ಲಿ ತನ್ನತಕ್ಕ ಮೇಲೆ ಕಾನೂನು ಕ್ರಮಕ್ಕೆ ಲಂಚವನ್ನು ನೀಡಿ ಸದಸ್ಯ ಮಹೇಶ್ ಒತ್ತಾಯಿಸಿದ್ದಾರೆ. 2021 ನಂತರ22 ಮತ್ತು 2022–23ನೇ ಸಾಲಿನಲ್ಲಿ ನಂದನ್ನು ಗ್ರಾಮ ಪಂಚಾಯಿತಿ ನರೇಗಾ ಯೋಜನೆಯಡಿ ಕಾಮಗಾರಿಗಳಲ್ಲಿ ನಿಯಮ ಉಲ್ಲಂಘನೆ ನಡೆದಿದೆ. ಈ ಬಗ್ಗೆ ಹಲವು ದೂರುಗಳನ್ನು ನೀಡಲಾಗಿದ್ದು, ಸಾಬೀತಾ ದ ಹಿನ್ನೆಲೆಯಲ್ಲಿ ಕಾನೂನು ರೀತಿ ಸರ್ಕಾರಕ್ಕೆ ಹಿಂದಿರುಗಿಸಲು ಪತ್ರಕಗೊಳ್ಳುತ್ತಿಲ್ಲ ಎಂದು ಆರೋಪಿಸಿದರು. ಇದೇ ಪಂಚಾಯಿತಿ ಸದಸ್ಯ ಗಂಗಾಧರಯ್ಯ ಅವರು ಈ ಅಕ್ರಮ ಕೈ ಹಾಕಿ ಗಾರಾಡಿದ್ದಾರೆ ಎಂದು ಆರೋಪಿಸಿ ಅವರ ಮೇಲೆ ಕ್ರಮ ಕೈಗೊಳ್ಳುವಂತೆ ಸರ್ಕಾರದ ಓಂಬುಡ್ಸ್‌ಮನ್ ರವರ ಕಾರ್ಯಾಲಯ, ಜಿಲ್ಲಾ ಪಂಚಾಯಿತಿ, ತುಮಕೂರು ಇಲ್ಲಿ ಆದೇಶದಂತೆ ಎಂದು ತಿಳಿಸಿದರು. ಈಗಿನ 2021–22ನೇ ಸಾಲಿನಲ್ಲಿ ಹೆಚ್ಚಿನ ಕಾಮಗಾರಿಗಳಲ್ಲಿ ತಿಮ್ಮಾಪುರ ಗ್ರಾಮ ಪಂಚಾಯಿತಿ ಅಧ್ಯಕ್ಷರಾಗಿದ್ದ ಹೆಚ್.ಟಿ. ರಮೇಶ್, ತಾಂತ್ರಿಕ ಸಹಾಯಕ ವಿನಯ್, ಮತ್ತು ನೋಡೆಲ್ ಡಾಟಾ ಎಂಟ್ರಿ ಆಪರೇಟರ್, ಅಕ್ರಮ ಹಣ ಸೃಷ್ಟಿಸಿ, ನರೇಗಾ ಯೋಜನೆಯಲ್ಲಿ ಅಕ್ರಮವಾಗಿ ಹಣ ಪಡೆದಿದ್ದಾರೆ. ಒಟ್ಟು 2,66,000ಗಳನ್ನು ಸರ್ಕಾರಕ್ಕೆ ಹಿಂದಿರುಗಿಸಬೇಕು ಎಂದು ಆದೇಶವಾಗಿದ್ದರೂ ಸ್ಥಳೀಯ ಆಡಳಿತ ಪಂಚಾಯಿತಿ ಅಧಿಕಾರಿಗಳು ಕೂಡಲೇ ಕ್ರಮ ಕೈಗೊಂಡು ಈ ಹಣವನ್ನು ಸರ್ಕಾರಕ್ಕೆ ವಾಪಸ್ಸು ಮಾಡಬೇಕು. ಅದೇ ರೀತಿ ಬೇಕಾಗಿ ಮಾಡುವುದ ಮೂಲಕ ಮರಳಿ ಮಾಡಿದರು. ಲಂಚವನ್ನು ಕಡ್ಡಾಯ ನೀಡಲಾಗಿ ಎಂದು ಹೇಳಿದರು. [58, 1199, 394, 1496]
